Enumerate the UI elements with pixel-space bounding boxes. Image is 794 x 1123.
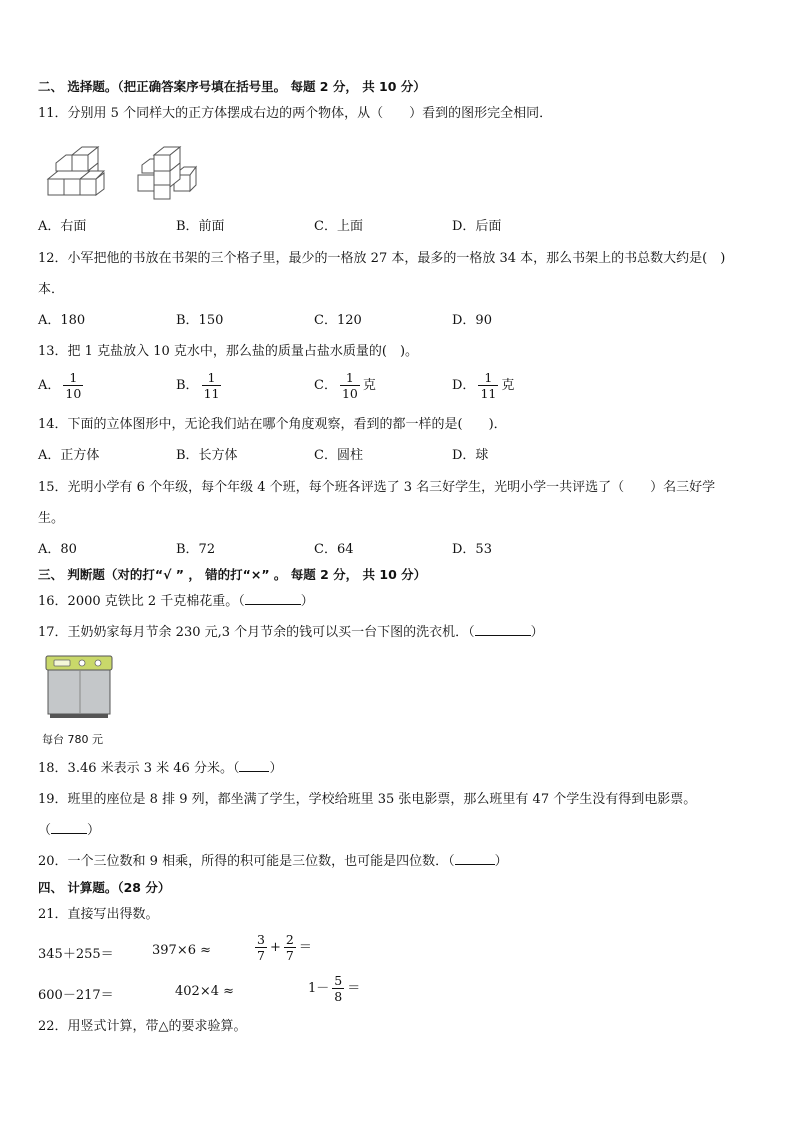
q15-option-b[interactable]: B．72 [176, 542, 216, 557]
q11-option-a[interactable]: A．右面 [38, 219, 87, 234]
q13-option-c[interactable] [314, 370, 376, 401]
q14-stem: 14．下面的立体图形中，无论我们站在哪个角度观察，看到的都一样的是( )． [38, 417, 507, 432]
q12-stem-line1: 12．小军把他的书放在书架的三个格子里，最少的一格放 27 本，最多的一格放 34 本，那么书架上的书总数大约是( ) [38, 251, 726, 266]
section-3-heading: 三、 判断题（对的打“√ ” ， 错的打“×” 。 每题 2 分， 共 10 分） [38, 567, 427, 582]
q18: 18．3.46 米表示 3 米 46 分米。（ ） [38, 761, 283, 776]
q20: 20．一个三位数和 9 相乘，所得的积可能是三位数，也可能是四位数．（ ） [38, 854, 508, 869]
q13-option-d[interactable] [452, 370, 514, 401]
q12-option-d[interactable]: D．90 [452, 313, 492, 328]
option-label: C． [314, 378, 337, 393]
q15-stem-line2: 生。 [38, 511, 65, 526]
calc-expression-4: 600－217＝ [38, 988, 114, 1003]
calc-expression-1: 345＋255＝ [38, 947, 114, 962]
q16: 16．2000 克铁比 2 千克棉花重。（ ） [38, 594, 314, 609]
q15-option-c[interactable]: C．64 [314, 542, 354, 557]
answer-blank[interactable] [475, 635, 531, 636]
washing-machine-caption: 每台 780 元 [42, 733, 103, 746]
option-label: A． [38, 378, 61, 393]
calc-expression-6: 1－ $\frac{5}{8}$ ＝ [308, 973, 361, 1004]
q17: 17．王奶奶家每月节余 230 元,3 个月节余的钱可以买一台下图的洗衣机．（ ） [38, 625, 544, 640]
q11-option-c[interactable]: C．上面 [314, 219, 363, 234]
q13-stem: 13．把 1 克盐放入 10 克水中，那么盐的质量占盐水质量的( )。 [38, 344, 419, 359]
q14-option-a[interactable]: A．正方体 [38, 448, 100, 463]
q13-option-a[interactable] [38, 370, 86, 401]
q12-option-b[interactable]: B．150 [176, 313, 224, 328]
option-label: B． [176, 378, 199, 393]
answer-blank[interactable] [245, 604, 301, 605]
calc-expression-5: 402×4 ≈ [175, 984, 235, 999]
q15-stem-line1: 15．光明小学有 6 个年级，每个年级 4 个班，每个班各评选了 3 名三好学生，光明小学一共评选了（ ）名三好学 [38, 480, 716, 495]
q13-option-b[interactable] [176, 370, 224, 401]
q11-stem: 11．分别用 5 个同样大的正方体摆成右边的两个物体，从（ ）看到的图形完全相同． [38, 106, 553, 121]
calc-expression-3: $\frac{3}{7}$ + $\frac{2}{7}$ ＝ [257, 932, 312, 963]
fraction: $\frac{1}{10}$ [65, 370, 82, 401]
cube-figure-2 [134, 145, 204, 201]
q14-option-d[interactable]: D．球 [452, 448, 489, 463]
q19: 19．班里的座位是 8 排 9 列，都坐满了学生，学校给班里 35 张电影票，那么班里有 47 个学生没有得到电影票。 [38, 792, 697, 807]
q15-option-a[interactable]: A．80 [38, 542, 77, 557]
q12-option-c[interactable]: C．120 [314, 313, 362, 328]
q11-option-d[interactable]: D．后面 [452, 219, 502, 234]
q12-option-a[interactable]: A．180 [38, 313, 86, 328]
fraction: $\frac{1}{10}$ [341, 370, 358, 401]
q11-option-b[interactable]: B．前面 [176, 219, 225, 234]
fraction: $\frac{1}{11}$ [480, 370, 497, 401]
q12-stem-line2: 本． [38, 282, 65, 297]
washing-machine-image [42, 652, 116, 720]
fraction: $\frac{1}{11}$ [203, 370, 220, 401]
answer-blank[interactable] [455, 864, 495, 865]
section-2-heading: 二、 选择题。（把正确答案序号填在括号里。 每题 2 分， 共 10 分） [38, 79, 426, 94]
calc-expression-2: 397×6 ≈ [152, 943, 212, 958]
q14-option-b[interactable]: B．长方体 [176, 448, 238, 463]
q15-option-d[interactable]: D．53 [452, 542, 492, 557]
section-4-heading: 四、 计算题。（28 分） [38, 880, 171, 895]
q19-answer-line: （ ） [38, 823, 101, 838]
answer-blank[interactable] [51, 833, 87, 834]
q22-stem: 22．用竖式计算，带△的要求验算。 [38, 1019, 247, 1034]
q21-stem: 21．直接写出得数。 [38, 907, 159, 922]
cube-figure-1 [44, 145, 106, 201]
q14-option-c[interactable]: C．圆柱 [314, 448, 363, 463]
option-label: D． [452, 378, 476, 393]
unit: 克 [501, 378, 515, 393]
answer-blank[interactable] [239, 771, 269, 772]
unit: 克 [362, 378, 376, 393]
